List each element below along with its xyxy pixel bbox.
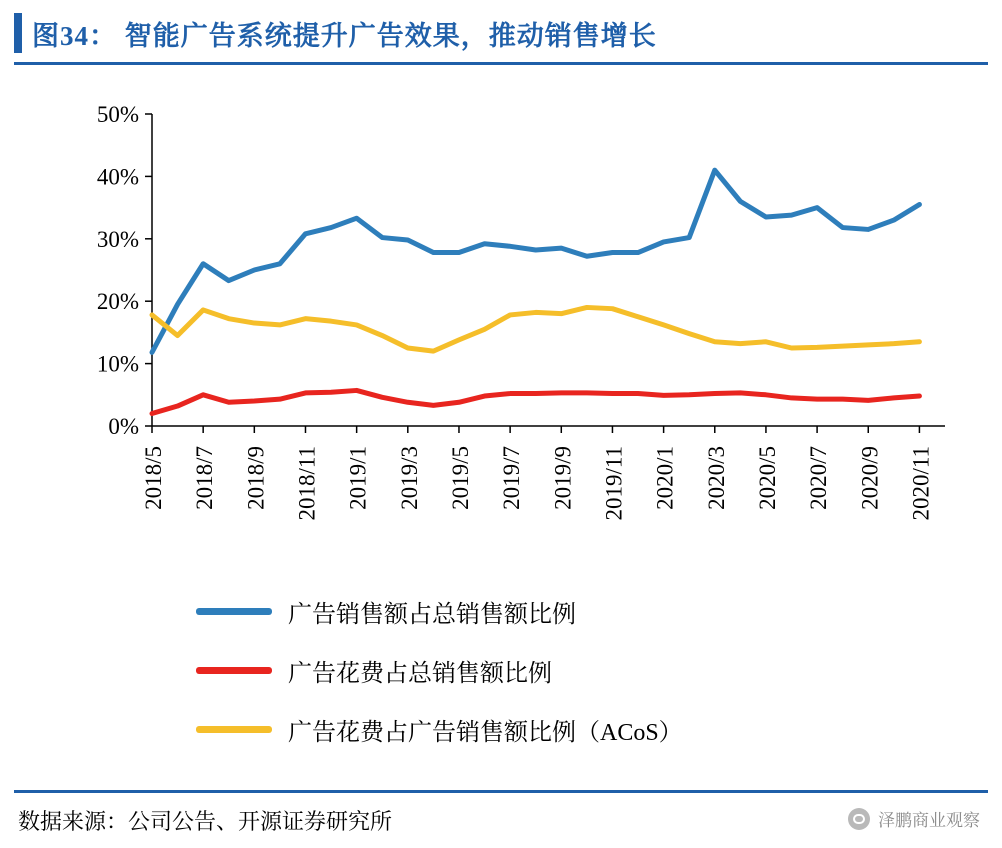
x-axis-tick-label: 2019/9 xyxy=(550,446,576,510)
x-axis-tick-label: 2020/5 xyxy=(754,446,780,510)
y-axis-tick-label: 0% xyxy=(108,414,139,439)
x-axis-tick-label: 2020/1 xyxy=(652,446,678,510)
legend-label-ad-spend-share: 广告花费占总销售额比例 xyxy=(288,661,552,687)
series-line xyxy=(152,390,919,413)
x-axis-tick-label: 2020/11 xyxy=(908,446,934,521)
y-axis-tick-label: 50% xyxy=(96,102,139,127)
x-axis-tick-label: 2020/9 xyxy=(857,446,883,510)
y-axis-tick-label: 20% xyxy=(96,289,139,315)
x-axis-tick-label: 2019/1 xyxy=(345,446,371,510)
series-line xyxy=(152,307,919,351)
watermark-label: 泽鹏商业观察 xyxy=(878,811,980,830)
chart-legend xyxy=(0,594,1002,747)
source-note: 数据来源：公司公告、开源证券研究所 xyxy=(18,809,393,834)
y-axis-tick-label: 10% xyxy=(96,351,139,377)
watermark-logo-icon xyxy=(848,808,870,830)
divider-top xyxy=(14,62,988,65)
x-axis-tick-label: 2018/11 xyxy=(294,446,320,521)
legend-swatch-yellow xyxy=(196,726,272,733)
legend-swatch-red xyxy=(196,667,272,674)
x-axis-tick-label: 2020/7 xyxy=(806,446,832,510)
x-axis-tick-label: 2020/3 xyxy=(703,446,729,510)
page-title: 图34： 智能广告系统提升广告效果，推动销售增长 xyxy=(32,20,657,51)
x-axis-tick-label: 2019/3 xyxy=(396,446,422,510)
x-axis-tick-label: 2019/5 xyxy=(447,446,473,510)
legend-label-ad-sales-share: 广告销售额占总销售额比例 xyxy=(288,602,576,628)
legend-item-ad-spend-share xyxy=(196,653,552,688)
x-axis-tick-label: 2018/7 xyxy=(192,446,218,510)
y-axis-tick-label: 40% xyxy=(96,164,139,190)
line-chart xyxy=(0,70,1002,630)
figure-title-bar xyxy=(14,8,988,58)
legend-label-acos: 广告花费占广告销售额比例（ACoS） xyxy=(288,720,683,746)
legend-item-ad-sales-share xyxy=(196,594,576,629)
x-axis-tick-label: 2018/9 xyxy=(243,446,269,510)
x-axis-tick-label: 2018/5 xyxy=(141,446,166,510)
chart-area xyxy=(0,70,1002,630)
legend-item-acos xyxy=(196,712,683,747)
legend-swatch-blue xyxy=(196,608,272,615)
x-axis-tick-label: 2019/11 xyxy=(601,446,627,521)
divider-bottom xyxy=(14,790,988,793)
watermark xyxy=(848,806,980,831)
x-axis-tick-label: 2019/7 xyxy=(499,446,525,510)
y-axis-tick-label: 30% xyxy=(96,226,139,252)
title-accent-bar xyxy=(14,13,22,53)
